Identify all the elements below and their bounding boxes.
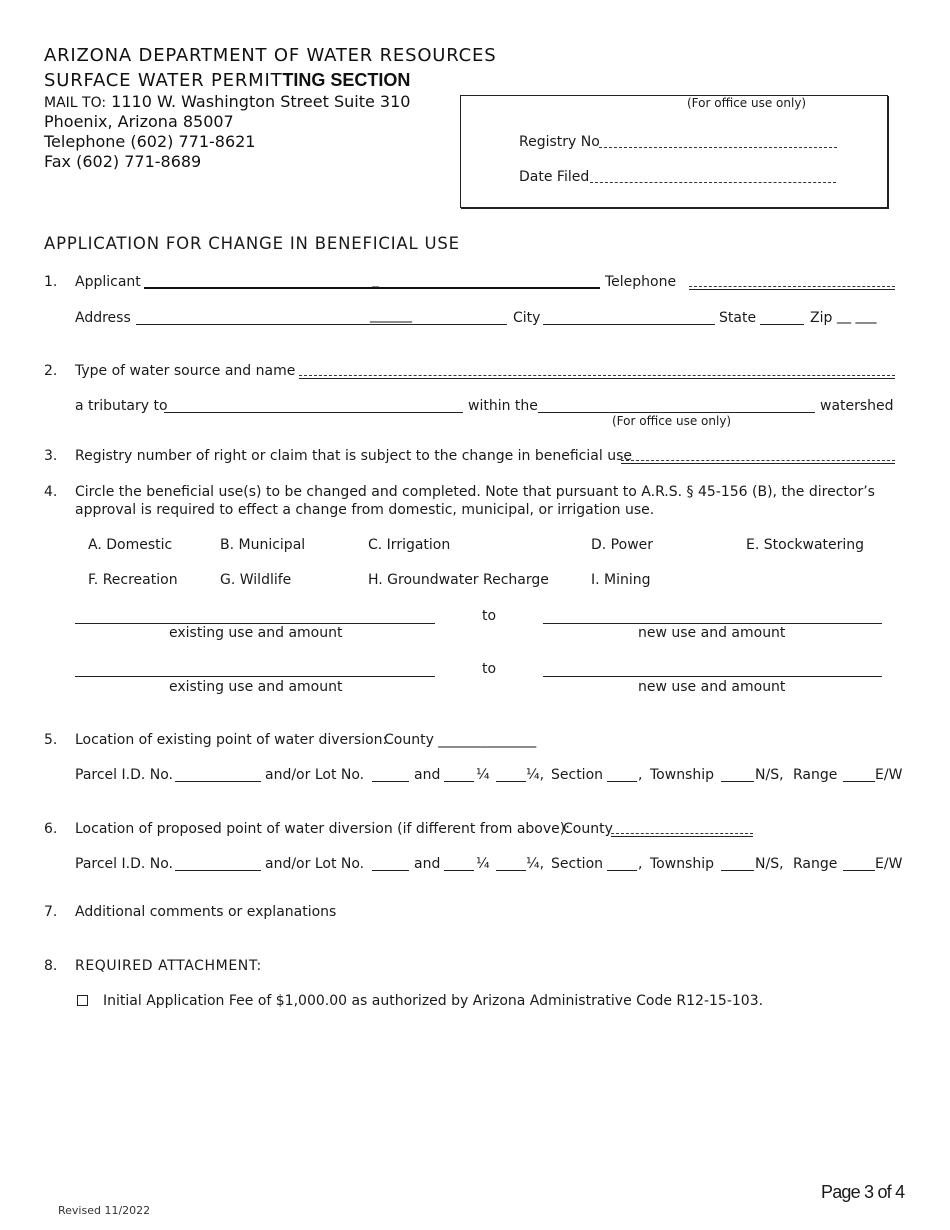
parcel-field-6[interactable] <box>175 870 261 871</box>
section-name-b: TING SECTION <box>282 70 411 90</box>
required-attachment-label: REQUIRED ATTACHMENT: <box>75 958 262 974</box>
section-label-5: Section <box>551 767 604 783</box>
address-dash: ______ <box>370 307 412 323</box>
mail-to-label: MAIL TO: <box>44 95 107 111</box>
existing-county-field[interactable]: County ______________ <box>384 732 537 748</box>
section-name <box>44 70 410 91</box>
use-domestic[interactable]: A. Domestic <box>88 537 173 553</box>
use-mining[interactable]: I. Mining <box>591 572 651 588</box>
quarter-label-5a: ¼ <box>476 767 490 783</box>
existing-use-field-2[interactable] <box>75 676 435 677</box>
parcel-label-5: Parcel I.D. No. <box>75 767 173 783</box>
item-4-number: 4. <box>44 484 58 500</box>
use-groundwater-recharge[interactable]: H. Groundwater Recharge <box>368 572 549 588</box>
new-use-field-1[interactable] <box>543 623 882 624</box>
use-wildlife[interactable]: G. Wildlife <box>220 572 292 588</box>
address-field[interactable] <box>136 324 507 325</box>
quarter-field-6b[interactable] <box>496 870 526 871</box>
zip-field[interactable]: __ ___ <box>837 308 877 324</box>
registry-no-label: Registry No <box>519 134 600 150</box>
city-field[interactable] <box>543 324 715 325</box>
fee-text: Initial Application Fee of $1,000.00 as authorized by Arizona Administrative Code R12-15-103. <box>103 993 764 1009</box>
proposed-diversion-label: Location of proposed point of water diversion (if different from above): <box>75 821 570 837</box>
section-field-5[interactable] <box>607 781 637 782</box>
ns-label-6: N/S, <box>755 856 784 872</box>
parcel-label-6: Parcel I.D. No. <box>75 856 173 872</box>
existing-use-caption-2: existing use and amount <box>169 679 343 695</box>
parcel-field-5[interactable] <box>175 781 261 782</box>
item-2-number: 2. <box>44 363 58 379</box>
agency-fax: Fax (602) 771-8689 <box>44 152 202 171</box>
tributary-label: a tributary to <box>75 398 168 414</box>
new-use-caption-1: new use and amount <box>638 625 786 641</box>
quarter-field-6a[interactable] <box>444 870 474 871</box>
range-field-6[interactable] <box>843 870 875 871</box>
use-recreation[interactable]: F. Recreation <box>88 572 178 588</box>
section-label-6: Section <box>551 856 604 872</box>
quarter-label-6b: ¼, <box>526 856 545 872</box>
ew-label-5: E/W <box>875 767 903 783</box>
within-label: within the <box>468 398 538 414</box>
mail-to <box>44 92 410 111</box>
item-8-number: 8. <box>44 958 58 974</box>
registry-number-field[interactable] <box>621 460 895 461</box>
proposed-county-underline <box>611 836 753 837</box>
state-label: State <box>719 310 757 326</box>
township-label-6: Township <box>650 856 715 872</box>
office-use-caption: (For office use only) <box>687 96 807 110</box>
applicant-mark: _ <box>372 272 379 288</box>
item-4-text-line2: approval is required to effect a change from domestic, municipal, or irrigation use. <box>75 502 655 518</box>
existing-diversion-label: Location of existing point of water diversion: <box>75 732 388 748</box>
office-use-box <box>460 95 888 208</box>
item-7-number: 7. <box>44 904 58 920</box>
city-label: City <box>513 310 541 326</box>
page-number: Page 3 of 4 <box>821 1182 905 1202</box>
agency-telephone: Telephone (602) 771-8621 <box>44 132 256 151</box>
street-address: 1110 W. Washington Street Suite 310 <box>111 92 411 111</box>
date-filed-label: Date Filed <box>519 169 590 185</box>
lot-label-6: and/or Lot No. <box>265 856 365 872</box>
item-4-text-line1: Circle the beneficial use(s) to be changed and completed. Note that pursuant to A.R.S. § 45-156 (B), the director’s <box>75 484 875 500</box>
new-use-field-2[interactable] <box>543 676 882 677</box>
quarter-field-5a[interactable] <box>444 781 474 782</box>
section-comma-6: , <box>638 856 643 872</box>
telephone-underline <box>689 289 895 290</box>
registry-no-field[interactable] <box>599 147 837 148</box>
zip-label: Zip <box>810 310 833 326</box>
to-label-2: to <box>482 661 497 677</box>
and-label-6: and <box>414 856 441 872</box>
lot-field-6[interactable] <box>372 870 409 871</box>
new-use-caption-2: new use and amount <box>638 679 786 695</box>
city-state-zip: Phoenix, Arizona 85007 <box>44 112 234 131</box>
agency-name: ARIZONA DEPARTMENT OF WATER RESOURCES <box>44 45 497 66</box>
ns-label-5: N/S, <box>755 767 784 783</box>
item-6-number: 6. <box>44 821 58 837</box>
water-source-field[interactable] <box>299 375 895 376</box>
watershed-field[interactable] <box>538 412 815 413</box>
range-label-5: Range <box>793 767 838 783</box>
revised-date: Revised 11/2022 <box>58 1204 151 1217</box>
item-5-number: 5. <box>44 732 58 748</box>
existing-use-field-1[interactable] <box>75 623 435 624</box>
ew-label-6: E/W <box>875 856 903 872</box>
quarter-label-6a: ¼ <box>476 856 490 872</box>
section-field-6[interactable] <box>607 870 637 871</box>
range-field-5[interactable] <box>843 781 875 782</box>
form-title: APPLICATION FOR CHANGE IN BENEFICIAL USE <box>44 234 460 253</box>
address-label: Address <box>75 310 131 326</box>
registry-number-underline <box>621 463 895 464</box>
fee-checkbox[interactable] <box>77 995 88 1006</box>
township-field-5[interactable] <box>721 781 754 782</box>
water-source-underline <box>299 378 895 379</box>
to-label-1: to <box>482 608 497 624</box>
item-1-number: 1. <box>44 274 58 290</box>
date-filed-field[interactable] <box>590 182 836 183</box>
quarter-label-5b: ¼, <box>526 767 545 783</box>
proposed-county-field[interactable] <box>611 833 753 834</box>
office-use-note: (For office use only) <box>612 414 732 428</box>
and-label-5: and <box>414 767 441 783</box>
watershed-label: watershed <box>820 398 894 414</box>
section-comma-5: , <box>638 767 643 783</box>
use-irrigation[interactable]: C. Irrigation <box>368 537 451 553</box>
section-name-a: SURFACE WATER PERMIT <box>44 70 283 91</box>
use-power[interactable]: D. Power <box>591 537 654 553</box>
lot-label-5: and/or Lot No. <box>265 767 365 783</box>
tributary-field[interactable] <box>164 412 463 413</box>
existing-use-caption-1: existing use and amount <box>169 625 343 641</box>
registry-number-label: Registry number of right or claim that is subject to the change in beneficial use <box>75 448 632 464</box>
item-3-number: 3. <box>44 448 58 464</box>
telephone-field[interactable] <box>689 286 895 287</box>
water-source-label: Type of water source and name <box>75 363 296 379</box>
comments-label: Additional comments or explanations <box>75 904 337 920</box>
range-label-6: Range <box>793 856 838 872</box>
telephone-label: Telephone <box>605 274 677 290</box>
township-label-5: Township <box>650 767 715 783</box>
township-field-6[interactable] <box>721 870 754 871</box>
use-stockwatering[interactable]: E. Stockwatering <box>746 537 865 553</box>
state-field[interactable] <box>760 324 804 325</box>
applicant-label: Applicant <box>75 274 141 290</box>
use-municipal[interactable]: B. Municipal <box>220 537 306 553</box>
lot-field-5[interactable] <box>372 781 409 782</box>
quarter-field-5b[interactable] <box>496 781 526 782</box>
proposed-county-label: County <box>563 821 613 837</box>
